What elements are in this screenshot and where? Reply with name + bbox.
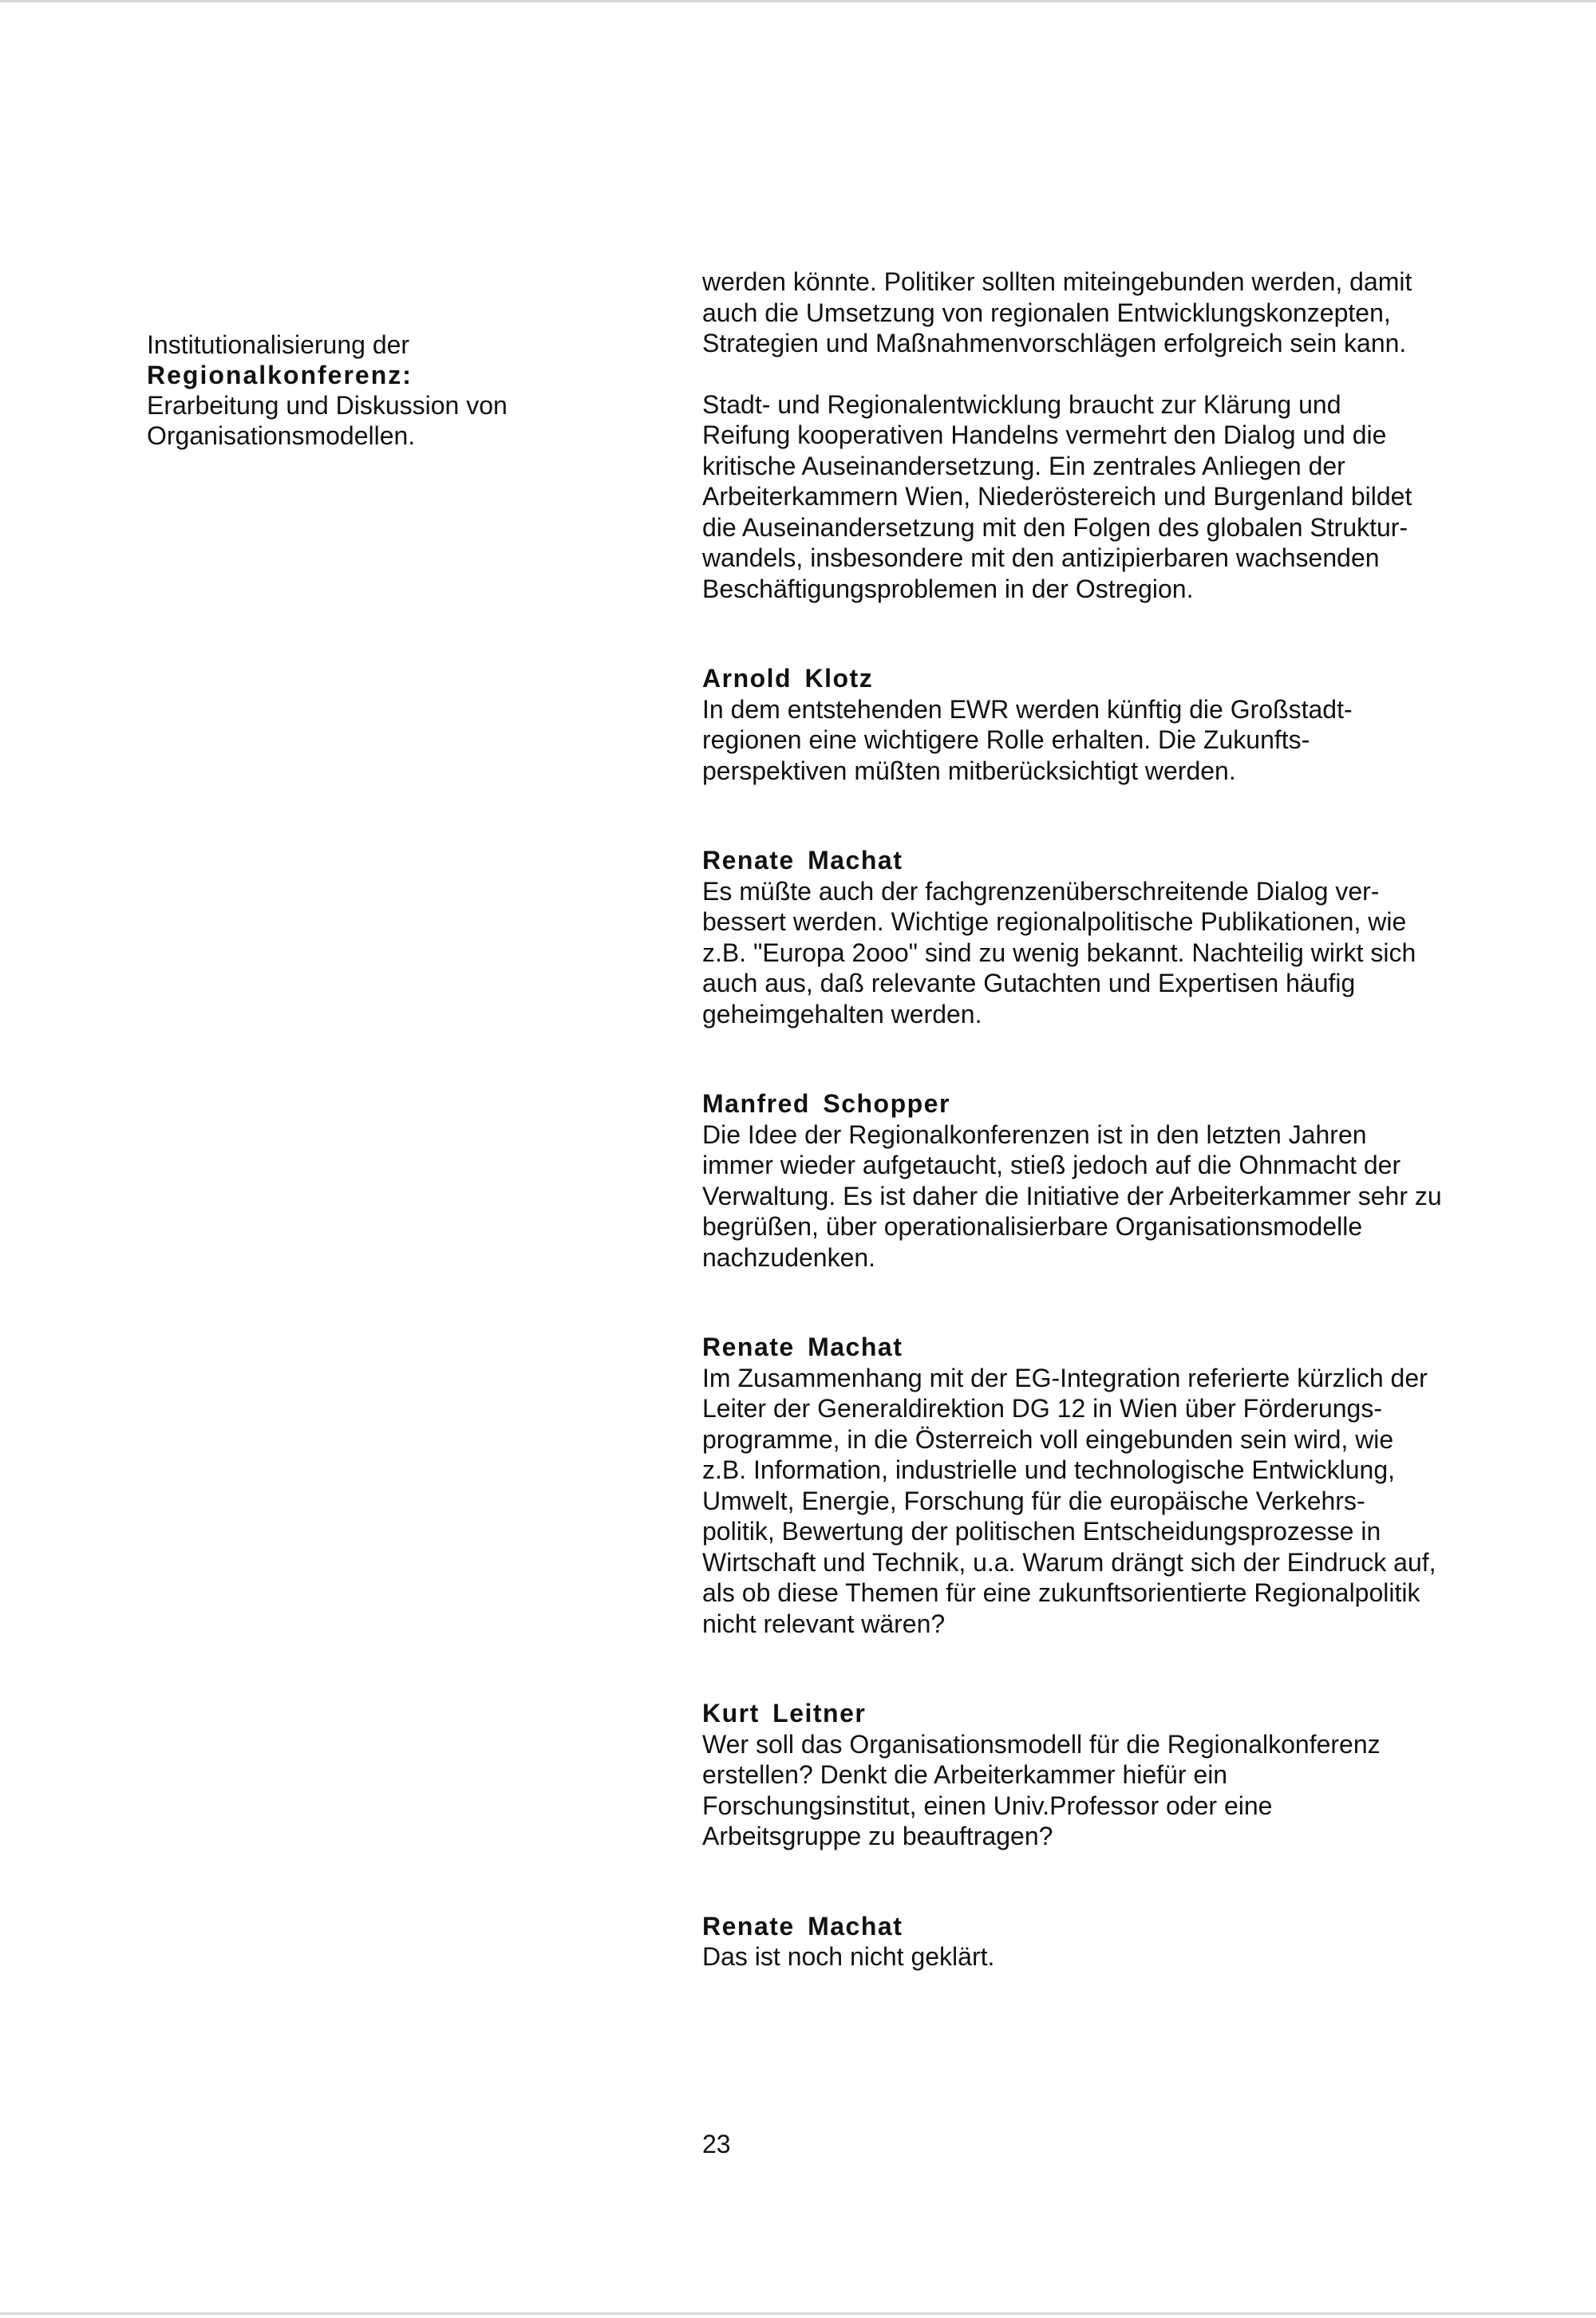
speaker-statement: In dem entstehenden EWR werden künftig die Großstadt- regionen eine wichtigere Rolle erhalten. Die Zukunfts- perspektiven müßten mitberücksichtigt werden. (702, 694, 1353, 785)
page-number: 23 (702, 2130, 731, 2158)
discussion-entry (702, 1698, 1516, 1852)
speaker-name: Arnold Klotz (702, 664, 874, 693)
margin-note-heading: Regionalkonferenz: (147, 361, 413, 389)
discussion-entry (702, 663, 1516, 786)
intro-paragraph-2: Stadt- und Regionalentwicklung braucht zur Klärung und Reifung kooperativen Handelns vermehrt den Dialog und die kritische Auseinandersetzung. Ein zentrales Anliegen der Arbeiterkammern Wien, Niederöstereich und Burgenland bildet die Auseinandersetzung mit den Folgen des globalen Struktur- wandels, insbesondere mit den antizipierbaren wachsenden Beschäftigungsproblemen in der Ostregion. (702, 389, 1412, 603)
top-scan-edge (0, 0, 1596, 2)
discussion-entry (702, 1088, 1516, 1273)
discussion-entry (702, 1332, 1516, 1639)
speaker-statement: Wer soll das Organisationsmodell für die Regionalkonferenz erstellen? Denkt die Arbeiterkammer hiefür ein Forschungsinstitut, einen Univ.Professor oder eine Arbeitsgruppe zu beauftragen? (702, 1729, 1381, 1850)
speaker-statement: Es müßte auch der fachgrenzenüberschreitende Dialog ver- bessert werden. Wichtige regionalpolitische Publikationen, wie z.B. "Europa 2ooo" sind zu wenig bekannt. Nachteilig wirkt sich auch aus, daß relevante Gutachten und Expertisen häufig geheimgehalten werden. (702, 876, 1416, 1029)
margin-note-line3: Erarbeitung und Diskussion von Organisationsmodellen. (147, 391, 508, 450)
speaker-name: Renate Machat (702, 1911, 903, 1941)
margin-note-line1: Institutionalisierung der (147, 330, 410, 359)
speaker-name: Manfred Schopper (702, 1089, 950, 1118)
speaker-name: Renate Machat (702, 846, 903, 875)
intro-paragraph-1: werden könnte. Politiker sollten miteingebunden werden, damit auch die Umsetzung von regionalen Entwicklungskonzepten, Strategien und Maßnahmenvorschlägen erfolgreich sein kann. (702, 267, 1412, 357)
speaker-statement: Die Idee der Regionalkonferenzen ist in den letzten Jahren immer wieder aufgetaucht, stieß jedoch auf die Ohnmacht der Verwaltung. Es ist daher die Initiative der Arbeiterkammer sehr zu begrüßen, über operationalisierbare Organisationsmodelle nachzudenken. (702, 1120, 1442, 1272)
main-column (702, 267, 1516, 1972)
speaker-name: Kurt Leitner (702, 1699, 867, 1728)
bottom-scan-edge (0, 2312, 1596, 2315)
discussion-entry (702, 845, 1516, 1029)
speaker-name: Renate Machat (702, 1333, 903, 1361)
speaker-statement: Im Zusammenhang mit der EG-Integration referierte kürzlich der Leiter der Generaldirektion DG 12 in Wien über Förderungs- programme, in die Österreich voll eingebunden sein wird, wie z.B. Information, industrielle und technologische Entwicklung, Umwelt, Energie, Forschung für die europäische Verkehrs- politik, Bewertung der politischen Entscheidungsprozesse in Wirtschaft und Technik, u.a. Warum drängt sich der Eindruck auf, als ob diese Themen für eine zukunftsorientierte Regionalpolitik nicht relevant wären? (702, 1363, 1436, 1638)
margin-note (147, 330, 578, 451)
speaker-statement: Das ist noch nicht geklärt. (702, 1942, 995, 1971)
discussion-entry (702, 1911, 1516, 1972)
